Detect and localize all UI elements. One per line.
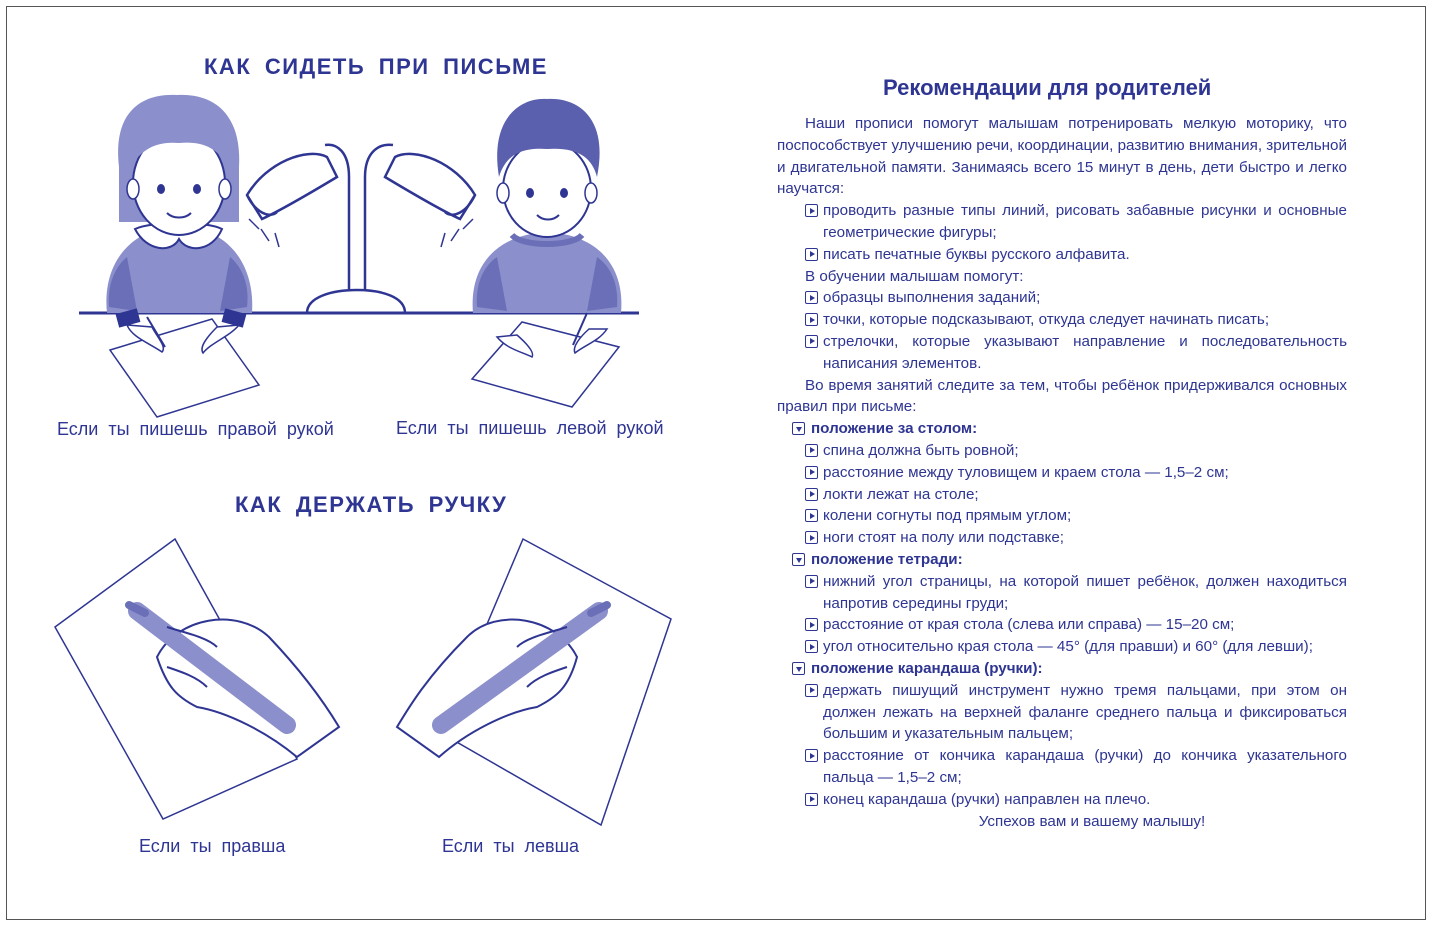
play-bullet-icon <box>805 248 818 261</box>
caption-right-handed: Если ты правша <box>139 836 286 856</box>
list-item: спина должна быть ровной; <box>823 440 1347 462</box>
recommendations-text <box>727 113 1427 832</box>
play-bullet-icon <box>805 618 818 631</box>
list-item: угол относительно края стола — 45° (для правши) и 60° (для левши); <box>823 636 1347 658</box>
holding-title: КАК ДЕРЖАТЬ РУЧКУ <box>235 492 508 517</box>
help-intro: В обучении малышам помогут: <box>805 267 1024 285</box>
play-bullet-icon <box>805 575 818 588</box>
list-item: расстояние от кончика карандаша (ручки) до кончика указательного пальца — 1,5–2 см; <box>823 745 1347 789</box>
left-hand-paper <box>397 539 671 825</box>
boy-paper <box>472 313 619 407</box>
play-bullet-icon <box>805 466 818 479</box>
play-bullet-icon <box>805 488 818 501</box>
right-hand-paper <box>55 539 339 819</box>
list-item: локти лежат на столе; <box>823 484 1347 506</box>
list-item: расстояние между туловищем и краем стола — 1,5–2 см; <box>823 462 1347 484</box>
play-bullet-icon <box>805 684 818 697</box>
play-bullet-icon <box>805 335 818 348</box>
closing-line: Успехов вам и вашему малышу! <box>978 812 1206 830</box>
list-item: проводить разные типы линий, рисовать забавные рисунки и основные геометрические фигуры; <box>823 200 1347 244</box>
caption-left-hand: Если ты пишешь левой рукой <box>396 418 664 438</box>
down-bullet-icon <box>792 553 805 566</box>
list-item: образцы выполнения заданий; <box>823 287 1347 309</box>
sitting-title: КАК СИДЕТЬ ПРИ ПИСЬМЕ <box>204 54 548 79</box>
caption-right-hand: Если ты пишешь правой рукой <box>57 419 334 439</box>
recommendations-title: Рекомендации для родителей <box>883 75 1212 100</box>
section-heading: положение карандаша (ручки): <box>811 658 1427 680</box>
play-bullet-icon <box>805 509 818 522</box>
list-item: писать печатные буквы русского алфавита. <box>823 244 1347 266</box>
illustrations <box>7 7 727 921</box>
rules-intro: Во время занятий следите за тем, чтобы ребёнок придерживался основных правил при письме: <box>777 376 1347 416</box>
list-item: стрелочки, которые указывают направление и последовательность написания элементов. <box>823 331 1347 375</box>
girl-figure <box>106 95 252 313</box>
right-page <box>727 7 1427 921</box>
girl-paper <box>110 308 259 417</box>
play-bullet-icon <box>805 313 818 326</box>
play-bullet-icon <box>805 793 818 806</box>
section-heading: положение тетради: <box>811 549 1427 571</box>
list-item: колени согнуты под прямым углом; <box>823 505 1347 527</box>
down-bullet-icon <box>792 662 805 675</box>
play-bullet-icon <box>805 204 818 217</box>
page-spread <box>6 6 1426 920</box>
boy-figure <box>473 99 622 313</box>
list-item: конец карандаша (ручки) направлен на плечо. <box>823 789 1347 811</box>
down-bullet-icon <box>792 422 805 435</box>
play-bullet-icon <box>805 444 818 457</box>
left-page <box>7 7 727 921</box>
intro-paragraph: Наши прописи помогут малышам потренировать мелкую моторику, что поспособствует улучшению речи, координации, развитию внимания, зрительной и двигательной памяти. Занимаясь всего 15 минут в день, дети быстро и легко научатся: <box>777 115 1347 198</box>
desk-lamp <box>247 145 475 313</box>
play-bullet-icon <box>805 749 818 762</box>
list-item: точки, которые подсказывают, откуда следует начинать писать; <box>823 309 1347 331</box>
play-bullet-icon <box>805 531 818 544</box>
list-item: расстояние от края стола (слева или справа) — 15–20 см; <box>823 614 1347 636</box>
play-bullet-icon <box>805 640 818 653</box>
list-item: держать пишущий инструмент нужно тремя пальцами, при этом он должен лежать на верхней фаланге среднего пальца и фиксироваться большим и указательным пальцем; <box>823 680 1347 745</box>
caption-left-handed: Если ты левша <box>442 836 580 856</box>
list-item: ноги стоят на полу или подставке; <box>823 527 1347 549</box>
section-heading: положение за столом: <box>811 418 1427 440</box>
play-bullet-icon <box>805 291 818 304</box>
list-item: нижний угол страницы, на которой пишет ребёнок, должен находиться напротив середины груди; <box>823 571 1347 615</box>
